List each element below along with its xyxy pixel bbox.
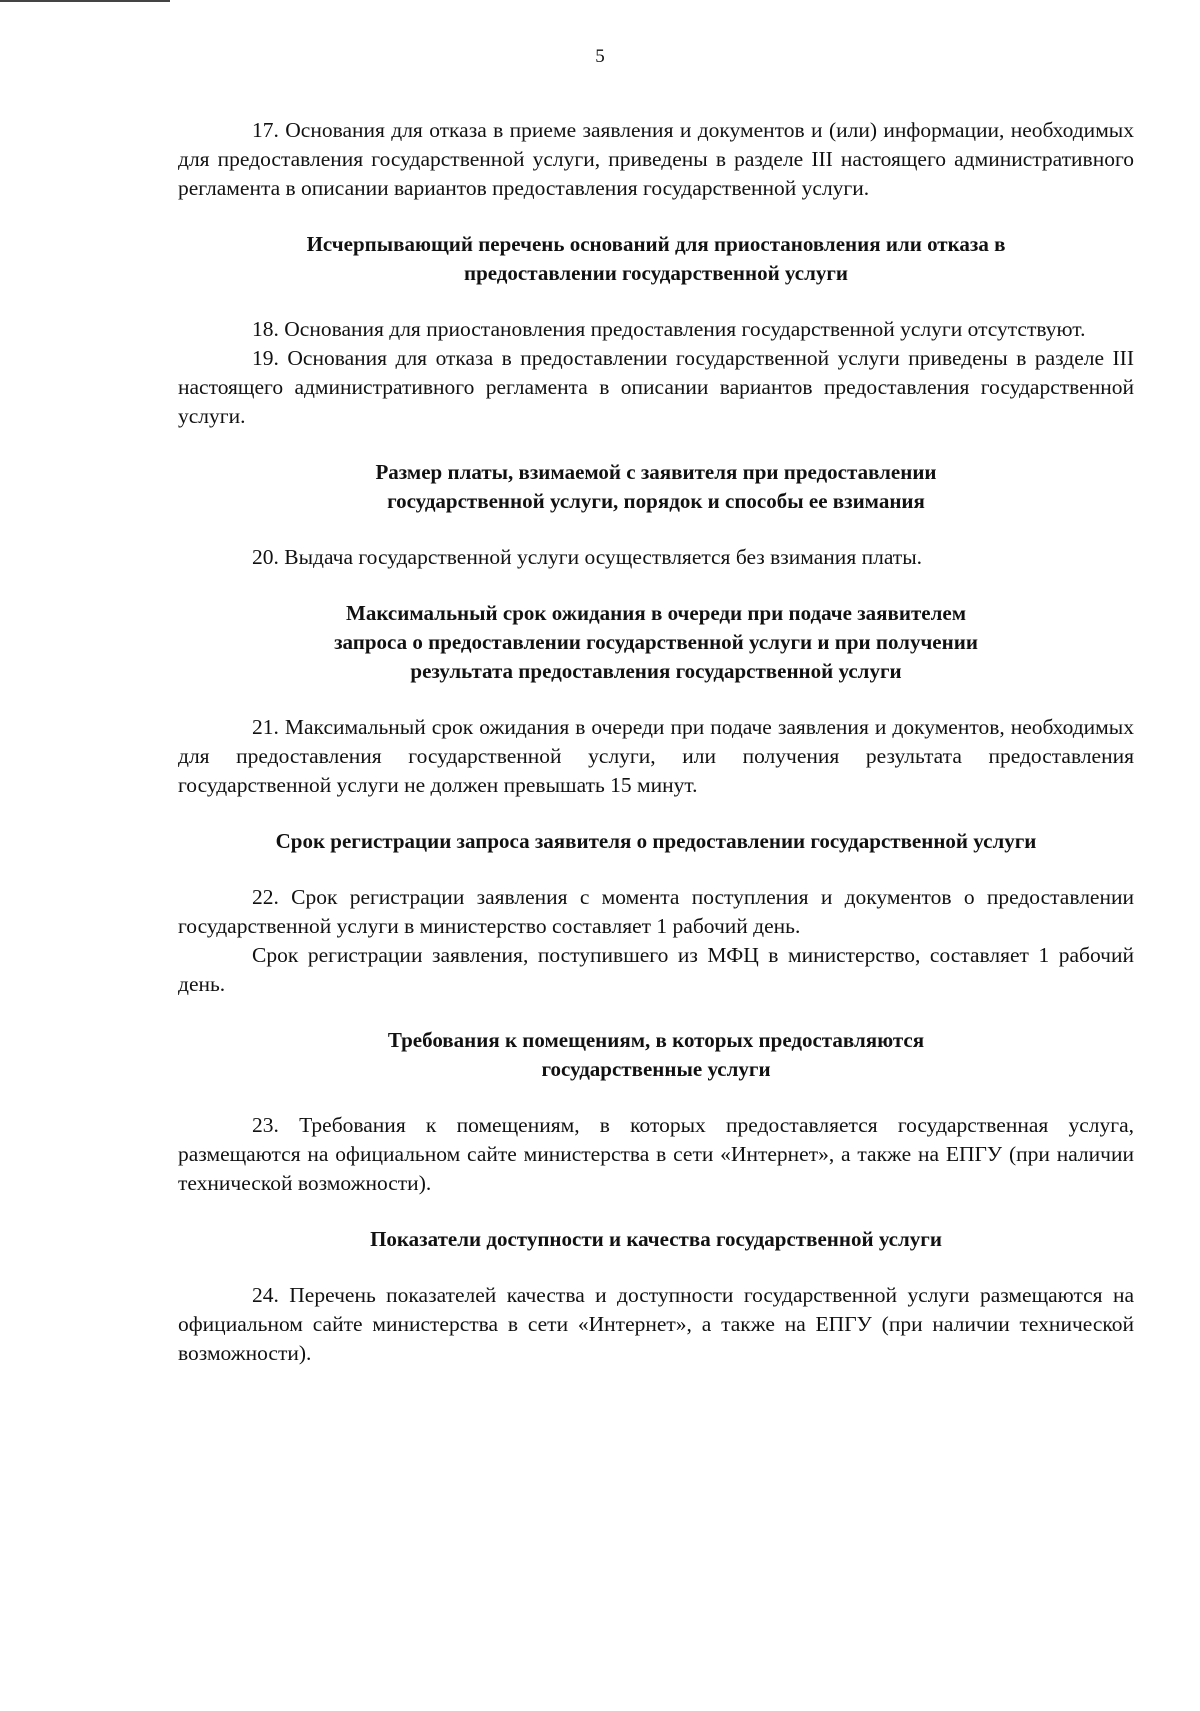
heading-grounds-suspension-refusal <box>178 230 1134 288</box>
paragraph-22: 22. Срок регистрации заявления с момента поступления и документов о предоставлении государственной услуги в министерство составляет 1 рабочий день. <box>178 885 1134 938</box>
heading-line: Максимальный срок ожидания в очереди при подаче заявителем <box>346 601 966 625</box>
paragraph-21: 21. Максимальный срок ожидания в очереди при подаче заявления и документов, необходимых для предоставления государственной услуги, или получения результата предоставления государственной услуги не должен превышать 15 минут. <box>178 715 1134 797</box>
heading-line: государственной услуги, порядок и способы ее взимания <box>387 489 925 513</box>
heading-line: результата предоставления государственной услуги <box>410 659 902 683</box>
heading-line: Требования к помещениям, в которых предоставляются <box>387 1028 925 1052</box>
document-body <box>178 116 1134 1368</box>
heading-line: запроса о предоставлении государственной услуги и при получении <box>334 630 978 654</box>
paragraph-18: 18. Основания для приостановления предоставления государственной услуги отсутствуют. <box>252 317 1086 341</box>
heading-line: Исчерпывающий перечень оснований для приостановления или отказа в <box>306 232 1006 256</box>
heading-max-waiting-time <box>178 599 1134 686</box>
heading-fee <box>178 458 1134 516</box>
scan-edge-line <box>0 0 170 2</box>
paragraph-20: 20. Выдача государственной услуги осуществляется без взимания платы. <box>252 545 923 569</box>
paragraph-17: 17. Основания для отказа в приеме заявления и документов и (или) информации, необходимых для предоставления государственной услуги, приведены в разделе III настоящего административного регламента в описании вариантов предоставления государственной услуги. <box>178 118 1134 200</box>
heading-line: предоставлении государственной услуги <box>463 261 849 285</box>
heading-registration-time <box>178 827 1134 856</box>
heading-premises-requirements <box>178 1026 1134 1084</box>
heading-line: государственные услуги <box>541 1057 771 1081</box>
heading-line: Показатели доступности и качества государственной услуги <box>370 1227 942 1251</box>
heading-accessibility-quality <box>178 1225 1134 1254</box>
heading-line: Срок регистрации запроса заявителя о предоставлении государственной услуги <box>275 829 1037 853</box>
paragraph-22-mfc: Срок регистрации заявления, поступившего из МФЦ в министерство, составляет 1 рабочий день. <box>178 943 1134 996</box>
heading-line: Размер платы, взимаемой с заявителя при предоставлении <box>375 460 937 484</box>
paragraph-23: 23. Требования к помещениям, в которых предоставляется государственная услуга, размещаются на официальном сайте министерства в сети «Интернет», а также на ЕПГУ (при наличии технической возможности). <box>178 1113 1134 1195</box>
paragraph-24: 24. Перечень показателей качества и доступности государственной услуги размещаются на официальном сайте министерства в сети «Интернет», а также на ЕПГУ (при наличии технической возможности). <box>178 1283 1134 1365</box>
page-number: 5 <box>595 46 605 67</box>
paragraph-19: 19. Основания для отказа в предоставлении государственной услуги приведены в разделе III настоящего административного регламента в описании вариантов предоставления государственной услуги. <box>178 346 1134 428</box>
